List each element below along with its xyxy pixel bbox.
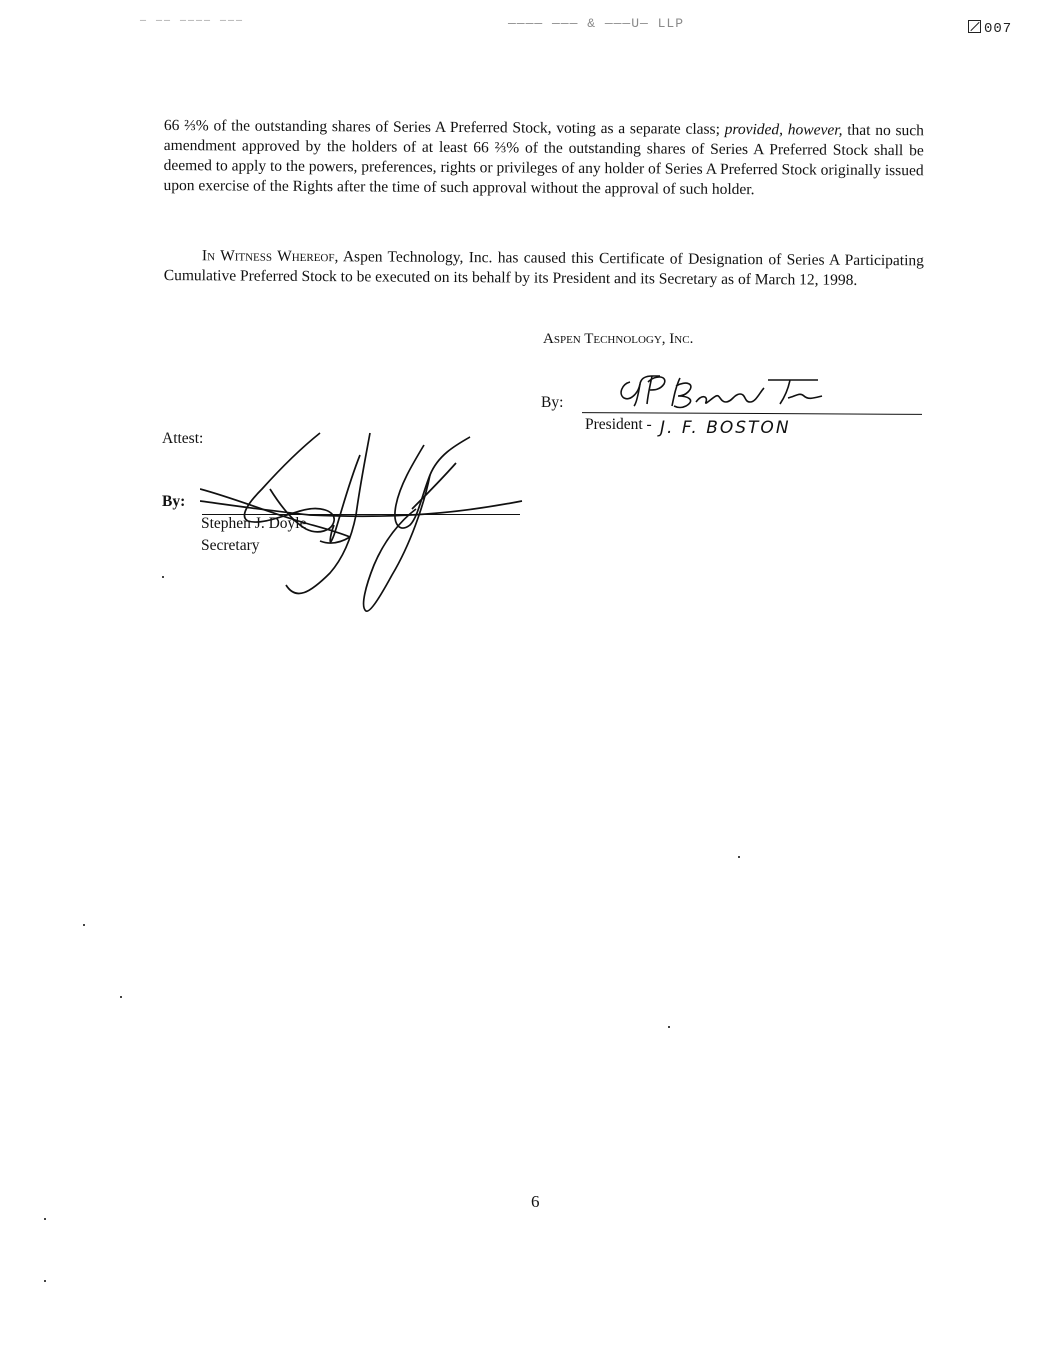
president-signature-line xyxy=(582,412,922,415)
amendment-text-start: 66 ⅔% of the outstanding shares of Series A Preferred Stock, voting as a separate class; xyxy=(163,116,725,138)
scan-speck xyxy=(162,576,164,578)
fax-checkbox-icon xyxy=(968,20,981,33)
witness-whereof: In Witness Whereof, xyxy=(201,247,339,266)
scan-speck xyxy=(83,924,85,926)
fax-header-firm-name: ———— ——— & ———U— LLP xyxy=(508,16,685,31)
amendment-proviso: provided, however, xyxy=(724,120,843,139)
amendment-paragraph xyxy=(163,116,924,201)
amendment-text-end: that no such amendment approved by the holders of at least 66 ⅔% of the outstanding shares of Series A Preferred Stock shall be deemed to apply to the powers, preferences, rights or privileges of any holder of Series A Preferred Stock originally issued upon exercise of the Rights after the time of such approval without the approval of such holder. xyxy=(163,121,924,199)
scan-speck xyxy=(738,856,740,858)
fax-page-number: 007 xyxy=(984,21,1013,37)
president-signature xyxy=(600,368,840,418)
scan-speck xyxy=(668,1026,670,1028)
scan-speck xyxy=(44,1280,46,1282)
secretary-name: Stephen J. Doyle xyxy=(201,515,307,532)
attest-label: Attest: xyxy=(162,430,204,447)
scan-speck xyxy=(44,1218,46,1220)
fax-header-left-text: — —— ———— ——— xyxy=(140,16,245,27)
attest-by-label: By: xyxy=(162,493,186,510)
witness-text: Aspen Technology, Inc. has caused this Certificate of Designation of Series A Participating Cumulative Preferred Stock to be executed on its behalf by its President and its Secretary as of March 12, 1998. xyxy=(163,248,924,289)
president-title: President - xyxy=(585,416,652,433)
scan-speck xyxy=(120,996,122,998)
secretary-title: Secretary xyxy=(201,537,260,554)
fax-page-code xyxy=(968,20,1012,37)
page-number: 6 xyxy=(531,1192,540,1211)
fax-header xyxy=(0,14,1062,38)
witness-paragraph xyxy=(164,246,924,291)
president-handwritten-name: J. F. BOSTON xyxy=(660,418,791,438)
president-by-label: By: xyxy=(541,394,564,411)
company-name: Aspen Technology, Inc. xyxy=(543,331,694,347)
